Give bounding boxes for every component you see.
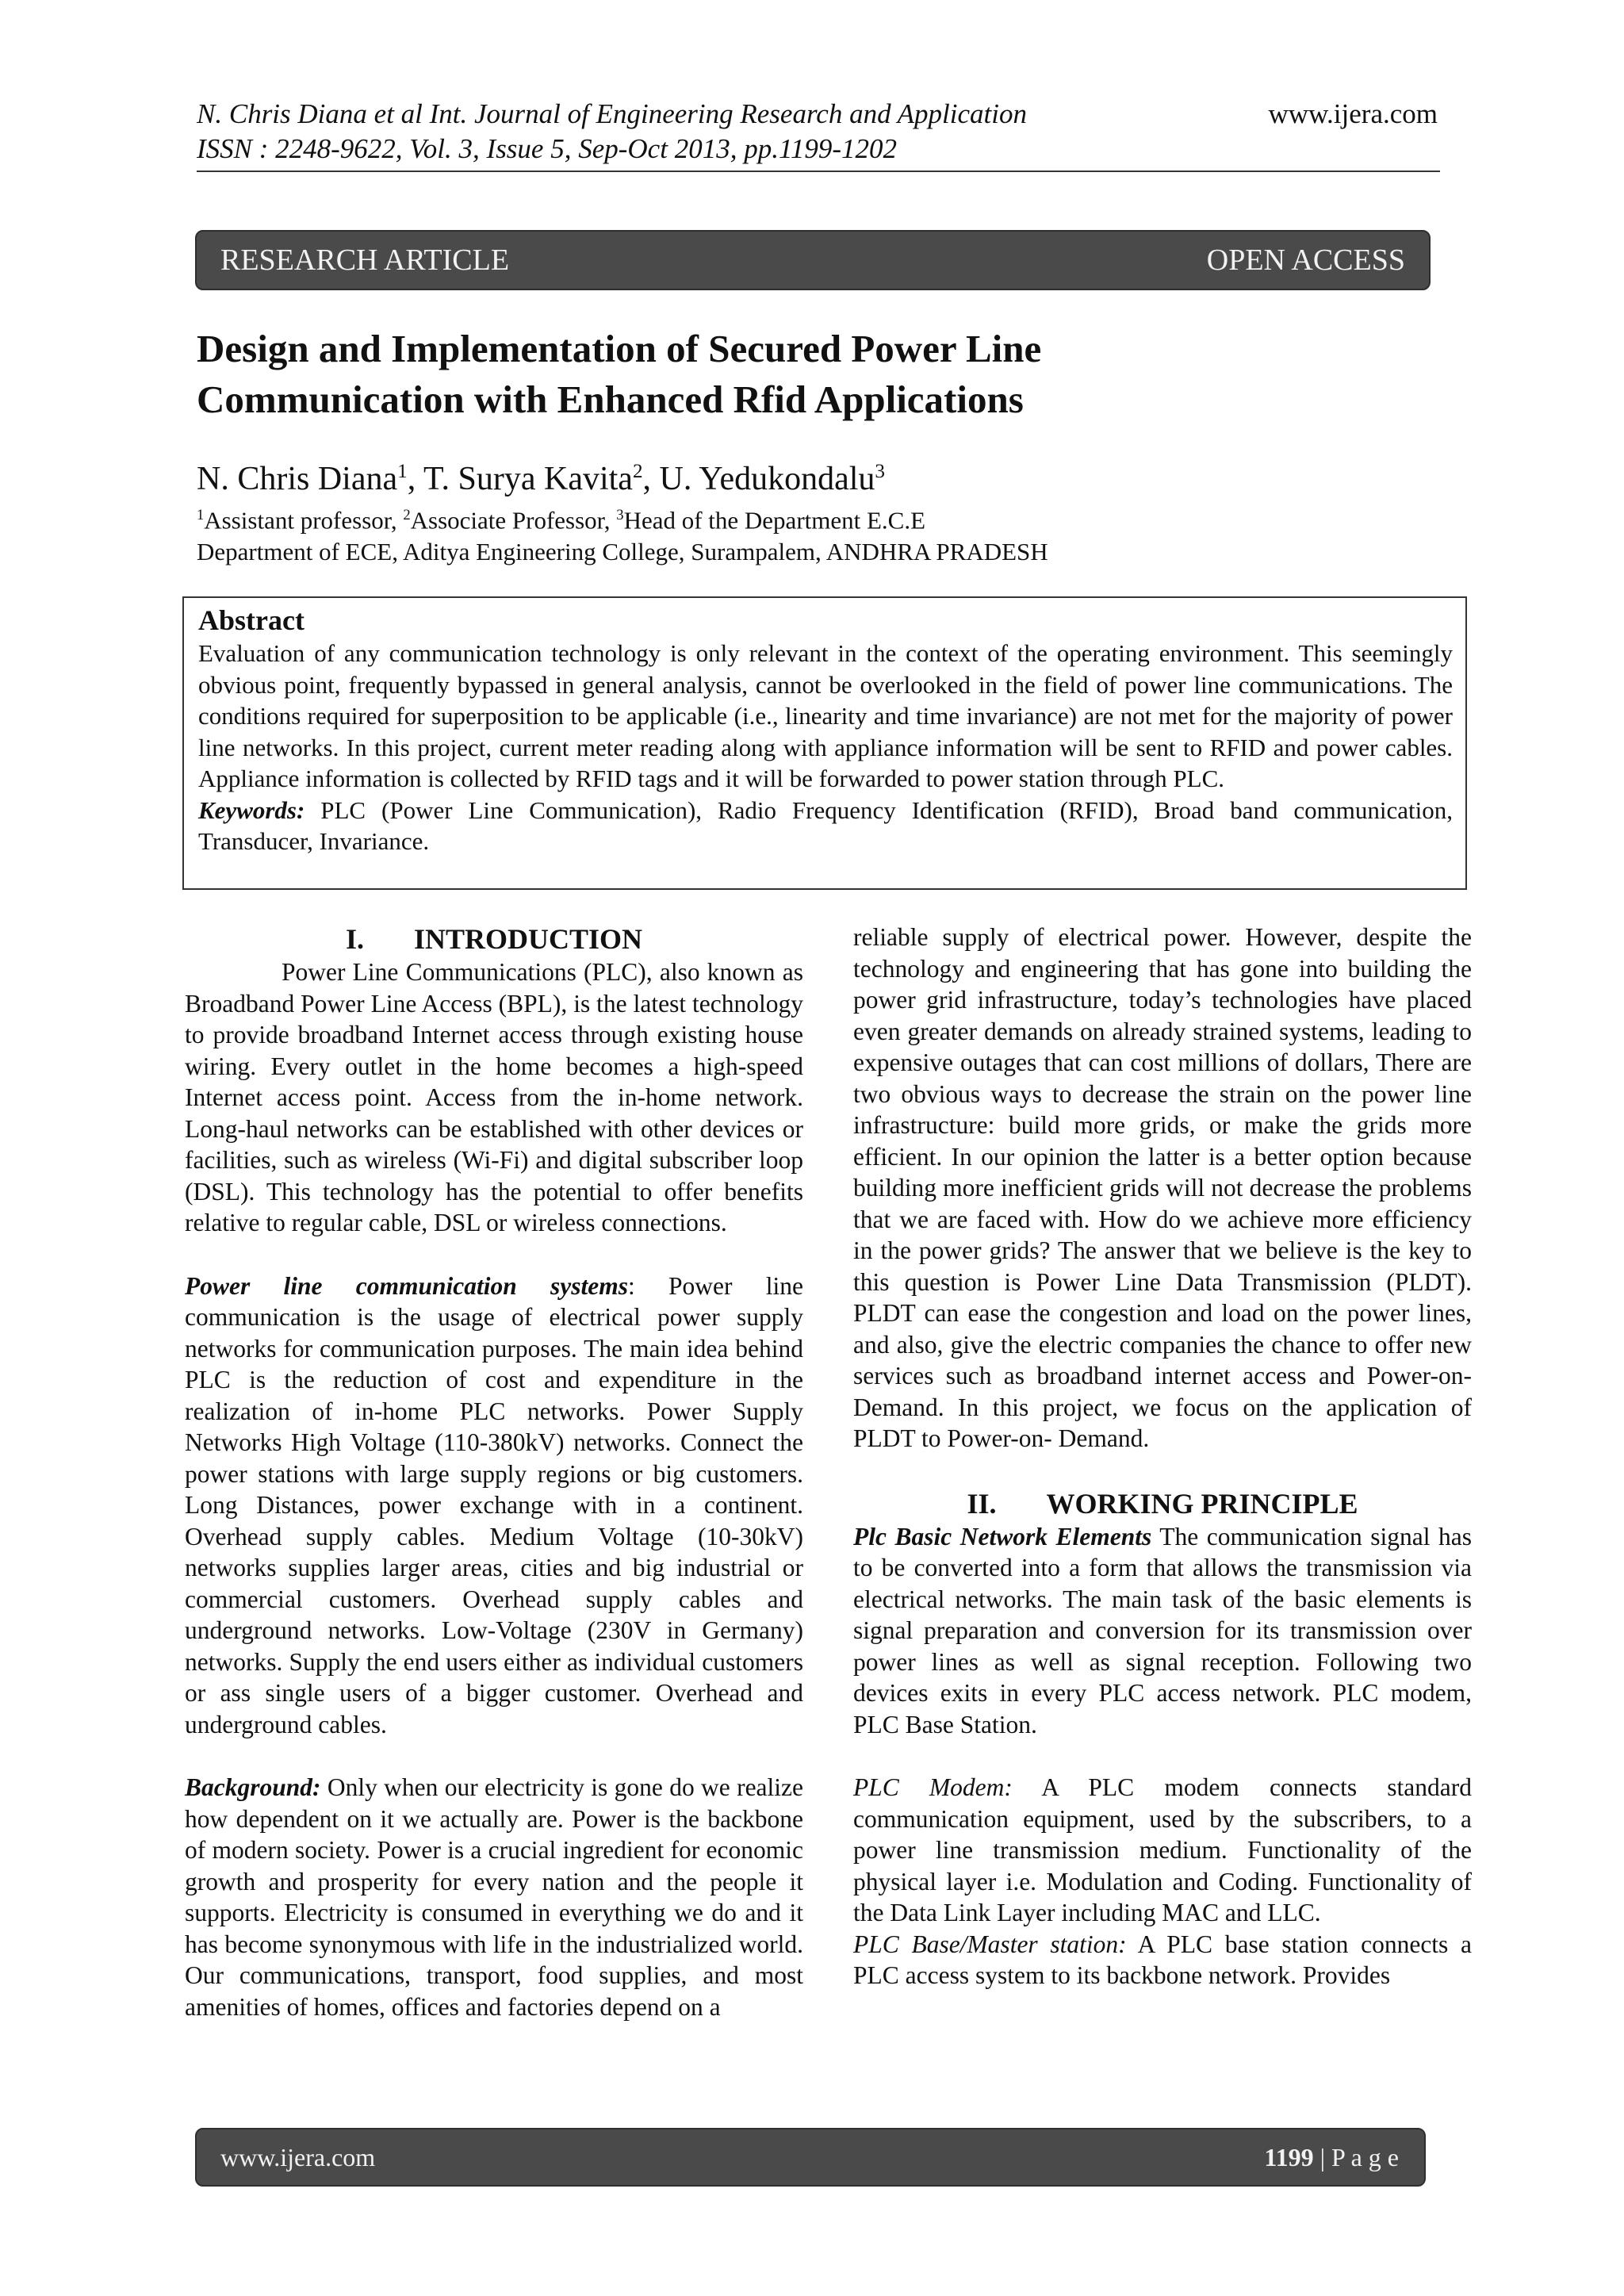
- author-3: , U. Yedukondalu: [642, 461, 875, 497]
- abstract-heading: Abstract: [198, 604, 304, 636]
- plc-systems-paragraph: [185, 1271, 803, 1741]
- footer-website[interactable]: www.ijera.com: [220, 2142, 376, 2171]
- header-website[interactable]: www.ijera.com: [1268, 98, 1438, 129]
- abstract-text: Evaluation of any communication technology is only relevant in the context of the operating environment. This seemingly obvious point, frequently bypassed in general analysis, cannot be overlooked in the field of power line communications. The conditions required for superposition to be applicable (i.e., linearity and time invariance) are not met for the majority of power line networks. In this project, current meter reading along with appliance information will be sent to RFID and power cables. Appliance information is collected by RFID tags and it will be forwarded to power station through PLC.: [198, 639, 1453, 792]
- author-2: , T. Surya Kavita: [407, 461, 633, 497]
- basic-elements-label: Plc Basic Network Elements: [853, 1522, 1152, 1550]
- keywords-text: PLC (Power Line Communication), Radio Frequency Identification (RFID), Broad band communication, Transducer, Invariance.: [198, 795, 1453, 855]
- plc-modem-label: PLC Modem:: [853, 1773, 1013, 1801]
- keywords-label: Keywords:: [198, 795, 305, 824]
- affil-sup-2: 2: [403, 507, 411, 523]
- basic-elements-paragraph: [853, 1521, 1472, 1741]
- plc-systems-label: Power line communication systems: [185, 1271, 629, 1300]
- section-heading-introduction: I. INTRODUCTION: [345, 923, 643, 955]
- plc-modem-text: A PLC modem connects standard communication equipment, used by the subscribers, to a power line transmission medium. Functionality of the physical layer i.e. Modulation and Coding. Functionality of the Data Link Layer including MAC and LLC.: [853, 1773, 1472, 1926]
- affil-role-2: Associate Professor,: [410, 506, 617, 535]
- title-line-1: Design and Implementation of Secured Power Line: [197, 327, 1042, 370]
- footer-page-number: 1199: [1264, 2142, 1314, 2171]
- author-1: N. Chris Diana: [197, 461, 398, 497]
- header-divider: [197, 171, 1440, 172]
- keywords: [198, 795, 1453, 857]
- affil-sup-1: 1: [197, 507, 205, 523]
- affiliation-roles: [197, 500, 1048, 536]
- banner-research-article: RESEARCH ARTICLE: [220, 243, 510, 277]
- affil-role-1: Assistant professor,: [204, 506, 404, 535]
- author-2-sup: 2: [632, 461, 643, 482]
- header-citation: N. Chris Diana et al Int. Journal of Engineering Research and Application: [197, 98, 1027, 129]
- plc-modem-paragraph: [853, 1772, 1472, 1929]
- plc-base-paragraph: [853, 1929, 1472, 1991]
- section-heading-working-principle: II. WORKING PRINCIPLE: [967, 1487, 1358, 1520]
- plc-base-label: PLC Base/Master station:: [853, 1930, 1127, 1958]
- author-3-sup: 3: [875, 461, 885, 482]
- plc-systems-text: : Power line communication is the usage of electrical power supply networks for communication purposes. The main idea behind PLC is the reduction of cost and expenditure in the realization of in-home PLC networks. Power Supply Networks High Voltage (110-380kV) networks. Connect the power stations with large supply regions or big customers. Long Distances, power exchange with in a continent. Overhead supply cables. Medium Voltage (10-30kV) networks supplies larger areas, cities and big industrial or commercial customers. Overhead supply cables and underground networks. Low-Voltage (230V in Germany) networks. Supply the end users either as individual customers or ass single users of a bigger customer. Overhead and underground cables.: [185, 1271, 803, 1738]
- paper-title: [197, 324, 1041, 425]
- affil-sup-3: 3: [616, 507, 624, 523]
- article-type-banner: [195, 230, 1431, 290]
- title-line-2: Communication with Enhanced Rfid Applications: [197, 378, 1024, 421]
- background-paragraph: [185, 1772, 803, 2022]
- author-1-sup: 1: [397, 461, 408, 482]
- footer-page-indicator: [1264, 2143, 1399, 2172]
- running-header: [197, 97, 1438, 167]
- right-column: [853, 922, 1472, 1991]
- header-issn: ISSN : 2248-9622, Vol. 3, Issue 5, Sep-Oct 2013, pp.1199-1202: [197, 133, 897, 164]
- background-text: Only when our electricity is gone do we realize how dependent on it we actually are. Power is the backbone of modern society. Power is a crucial ingredient for economic growth and prosperity for every nation and the people it supports. Electricity is consumed in everything we do and it has become synonymous with life in the industrialized world. Our communications, transport, food supplies, and most amenities of homes, offices and factories depend on a: [185, 1773, 803, 2021]
- background-label: Background:: [185, 1773, 321, 1801]
- author-list: [197, 452, 885, 499]
- basic-elements-text: The communication signal has to be converted into a form that allows the transmission via electrical networks. The main task of the basic elements is signal preparation and conversion for its transmission over power lines as well as signal reception. Following two devices exits in every PLC access network. PLC modem, PLC Base Station.: [853, 1522, 1472, 1738]
- affiliation-department: Department of ECE, Aditya Engineering College, Surampalem, ANDHRA PRADESH: [197, 538, 1048, 566]
- affiliations: [197, 500, 1048, 568]
- footer-page-label: | P a g e: [1313, 2142, 1399, 2171]
- banner-open-access: OPEN ACCESS: [1206, 243, 1405, 277]
- affil-role-3: Head of the Department E.C.E: [623, 506, 926, 535]
- intro-paragraph: Power Line Communications (PLC), also known as Broadband Power Line Access (BPL), is the latest technology to provide broadband Internet access through existing house wiring. Every outlet in the home becomes a high-speed Internet access point. Access from the in-home network. Long-haul networks can be established with other devices or facilities, such as wireless (Wi-Fi) and digital subscriber loop (DSL). This technology has the potential to offer benefits relative to regular cable, DSL or wireless connections.: [185, 958, 803, 1236]
- continued-paragraph: reliable supply of electrical power. However, despite the technology and engineering that has gone into building the power grid infrastructure, today’s technologies have placed even greater demands on already strained systems, leading to expensive outages that can cost millions of dollars, There are two obvious ways to decrease the strain on the power line infrastructure: build more grids, or make the grids more efficient. In our opinion the latter is a better option because building more inefficient grids will not decrease the problems that we are faced with. How do we achieve more efficiency in the power grids? The answer that we believe is the key to this question is Power Line Data Transmission (PLDT). PLDT can ease the congestion and load on the power lines, and also, give the electric companies the chance to offer new services such as broadband internet access and Power-on- Demand. In this project, we focus on the application of PLDT to Power-on- Demand.: [853, 923, 1472, 1452]
- page-footer: [195, 2128, 1426, 2187]
- plc-base-text: A PLC base station connects a PLC access system to its backbone network. Provides: [853, 1930, 1472, 1989]
- abstract-box: [182, 596, 1467, 890]
- left-column: [185, 922, 803, 2022]
